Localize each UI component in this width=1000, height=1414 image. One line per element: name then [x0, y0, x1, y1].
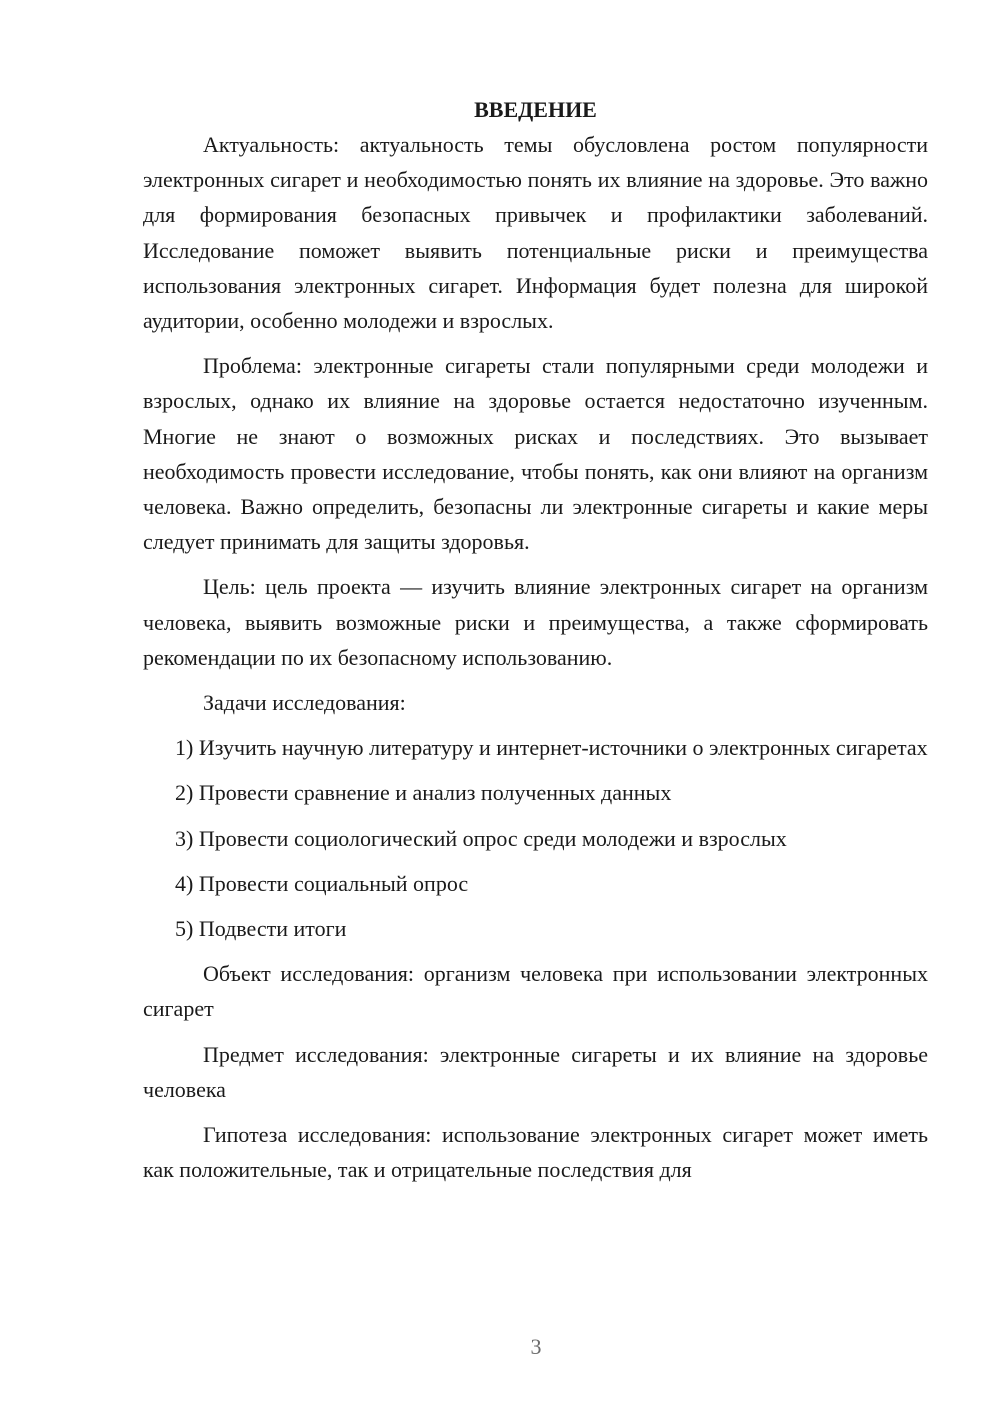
page-number: 3 — [530, 1334, 542, 1359]
section-heading: ВВЕДЕНИЕ — [474, 97, 597, 122]
task-item: 3) Провести социологический опрос среди молодежи и взрослых — [175, 825, 787, 851]
page-content — [143, 92, 928, 1187]
paragraph-problem: Проблема: электронные сигареты стали популярными среди молодежи и взрослых, однако их влияние на здоровье остается недостаточно изученным. Многие не знают о возможных рисках и последствиях. Это вызывает необходимость провести исследование, чтобы понять, как они влияют на организм человека. Важно определить, безопасны ли электронные сигареты и какие меры следует принимать для защиты здоровья. — [143, 353, 928, 555]
paragraph-goal: Цель: цель проекта — изучить влияние электронных сигарет на организм человека, выявить возможные риски и преимущества, а также сформировать рекомендации по их безопасному использованию. — [143, 574, 928, 670]
paragraph-hypothesis: Гипотеза исследования: использование электронных сигарет может иметь как положительные, так и отрицательные последствия для — [143, 1122, 928, 1183]
paragraph-object: Объект исследования: организм человека при использовании электронных сигарет — [143, 961, 928, 1022]
task-item: 1) Изучить научную литературу и интернет-источники о электронных сигаретах — [175, 735, 928, 761]
task-item: 5) Подвести итоги — [175, 916, 347, 942]
tasks-title: Задачи исследования: — [203, 690, 406, 716]
task-item: 2) Провести сравнение и анализ полученных данных — [175, 780, 672, 806]
paragraph-subject: Предмет исследования: электронные сигареты и их влияние на здоровье человека — [143, 1041, 928, 1102]
paragraph-relevance: Актуальность: актуальность темы обусловлена ростом популярности электронных сигарет и необходимостью понять их влияние на здоровье. Это важно для формирования безопасных привычек и профилактики заболеваний. Исследование поможет выявить потенциальные риски и преимущества использования электронных сигарет. Информация будет полезна для широкой аудитории, особенно молодежи и взрослых. — [143, 132, 928, 334]
task-item: 4) Провести социальный опрос — [175, 870, 469, 896]
